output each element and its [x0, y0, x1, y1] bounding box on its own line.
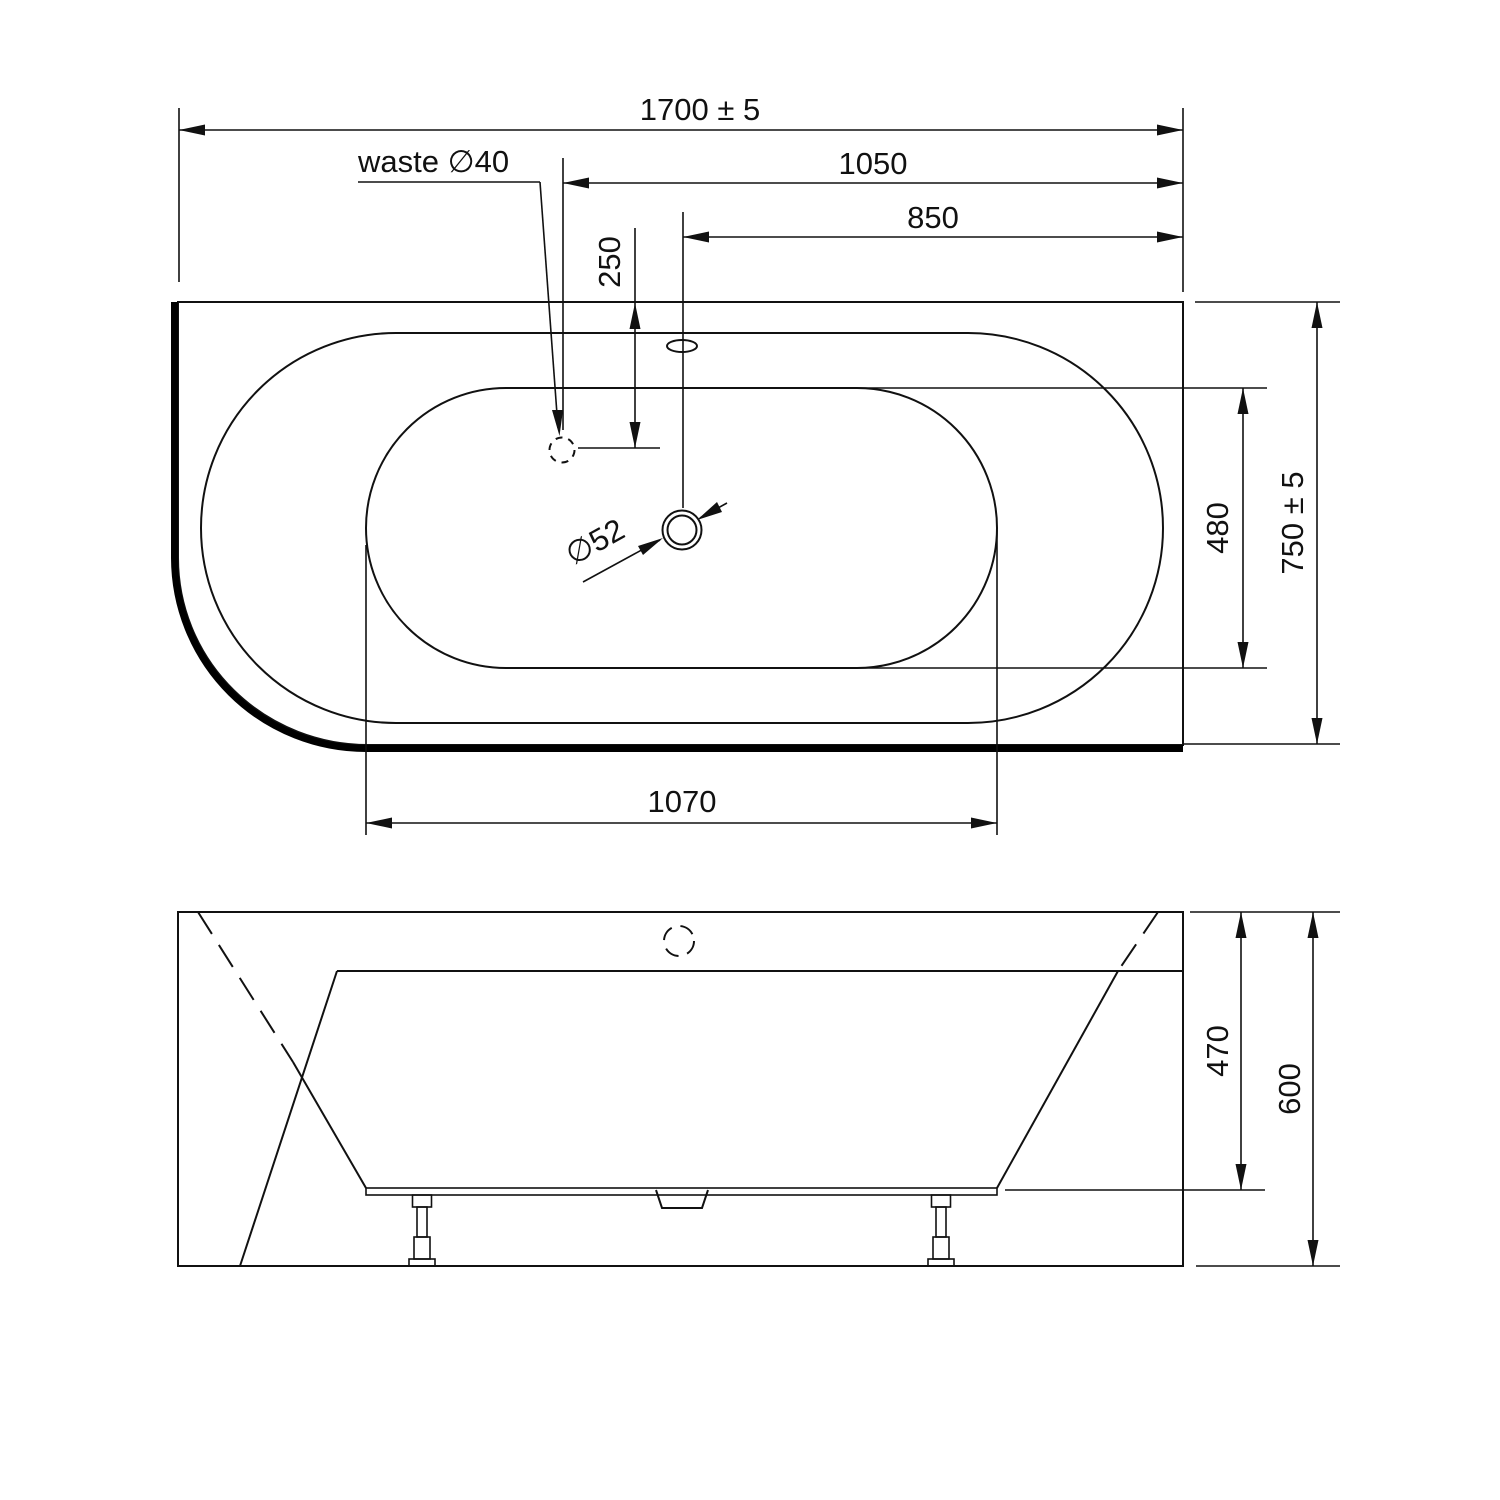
leg-clamp — [413, 1195, 432, 1207]
leg-body — [933, 1237, 949, 1259]
basin-outline — [366, 388, 997, 668]
arrowhead — [1157, 232, 1183, 243]
overflow-hole-hidden — [664, 926, 694, 956]
leg-body — [414, 1237, 430, 1259]
overflow-hole — [667, 340, 697, 352]
drain-fitting — [656, 1190, 708, 1208]
left-corner-silhouette — [240, 971, 337, 1266]
rim-outline — [201, 333, 1163, 723]
drain-label: ∅52 — [559, 511, 631, 573]
leg-stem — [936, 1207, 946, 1237]
support-leg-right — [928, 1195, 954, 1266]
arrowhead — [630, 422, 641, 448]
right-wall-taper — [997, 971, 1118, 1188]
dim-label: 1050 — [838, 146, 908, 181]
left-wall-taper — [293, 1062, 366, 1188]
top-view — [175, 302, 1184, 749]
tub-thick-edge — [175, 302, 1184, 749]
arrowhead — [1312, 718, 1323, 744]
leg-clamp — [932, 1195, 951, 1207]
leg-foot — [928, 1259, 954, 1266]
waste-label: waste ∅40 — [358, 144, 510, 179]
dim-label: 250 — [592, 236, 627, 288]
arrowhead — [1312, 302, 1323, 328]
arrowhead — [1308, 912, 1319, 938]
dim-label: 480 — [1200, 502, 1235, 554]
dim-basin-length — [366, 530, 997, 835]
arrowhead — [1157, 125, 1183, 136]
arrowhead — [638, 538, 663, 555]
dim-label: 750 ± 5 — [1275, 471, 1310, 575]
dim-label: 600 — [1272, 1063, 1307, 1115]
arrowhead — [1308, 1240, 1319, 1266]
left-hidden-wall-edge — [198, 912, 293, 1062]
leg-stem — [417, 1207, 427, 1237]
leg-foot — [409, 1259, 435, 1266]
support-leg-left — [409, 1195, 435, 1266]
floor-panel — [366, 1188, 997, 1195]
leader-line — [540, 182, 558, 428]
arrowhead — [179, 125, 205, 136]
arrowhead — [971, 818, 997, 829]
front-view — [178, 912, 1183, 1266]
waste-callout — [357, 144, 563, 436]
dim-waste-offset-y — [578, 228, 660, 448]
arrowhead — [1236, 912, 1247, 938]
dim-basin-depth — [1005, 912, 1340, 1190]
dim-label: 470 — [1200, 1025, 1235, 1077]
dim-drain-offset-x — [683, 200, 1183, 508]
arrowhead — [1238, 388, 1249, 414]
arrowhead — [552, 410, 563, 436]
tub-outline — [178, 302, 1183, 745]
arrowhead — [563, 178, 589, 189]
arrowhead — [630, 303, 641, 329]
arrowhead — [683, 232, 709, 243]
dim-label: 1700 ± 5 — [639, 92, 761, 127]
dim-label: 1070 — [647, 784, 717, 819]
right-hidden-wall-edge — [1118, 912, 1158, 971]
front-outline — [178, 912, 1183, 1266]
dim-basin-width — [850, 388, 1267, 668]
arrowhead — [1157, 178, 1183, 189]
arrowhead — [1238, 642, 1249, 668]
dim-overall-height — [1196, 912, 1340, 1266]
drain-callout — [560, 502, 727, 582]
dim-label: 850 — [907, 200, 959, 235]
arrowhead — [366, 818, 392, 829]
dim-overall-length — [179, 92, 1183, 292]
waste-hole — [550, 438, 575, 463]
arrowhead — [697, 502, 722, 520]
drain-hole-inner — [668, 516, 697, 545]
arrowhead — [1236, 1164, 1247, 1190]
